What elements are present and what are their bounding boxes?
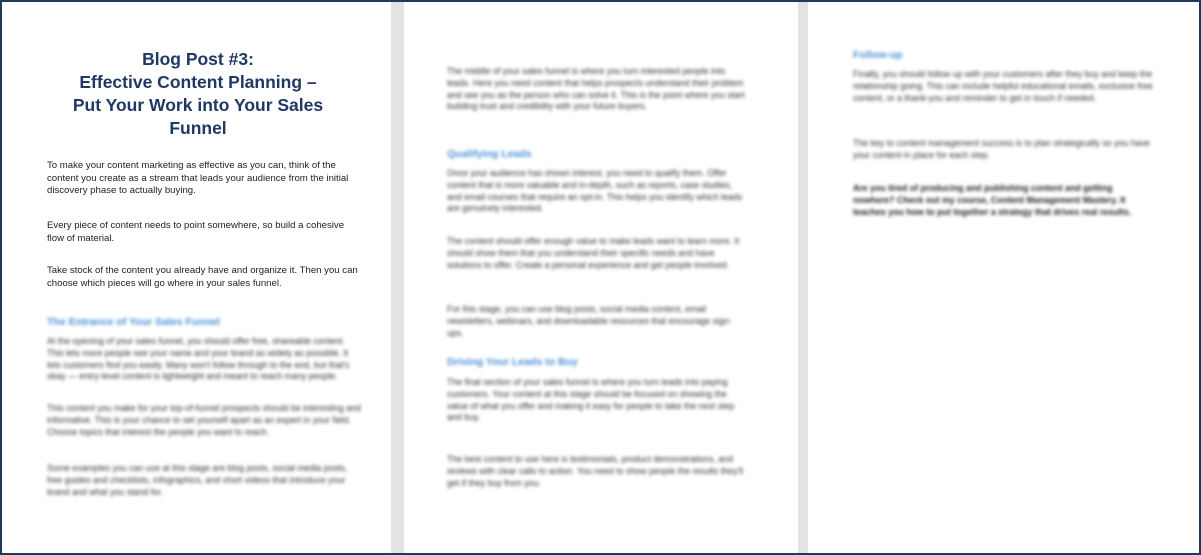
title-line: Put Your Work into Your Sales xyxy=(72,95,324,115)
section-heading: The Entrance of Your Sales Funnel xyxy=(47,316,220,328)
page-1 xyxy=(2,2,391,553)
page-gutter xyxy=(391,2,404,553)
paragraph-call-to-action: Are you tired of producing and publishing content and getting nowhere? Check out my course, Content Management Mastery. It teaches you how to put together a strategy that drives real results. xyxy=(853,183,1132,217)
page-2 xyxy=(404,2,798,553)
page-gutter xyxy=(798,2,808,553)
section-heading: Driving Your Leads to Buy xyxy=(447,356,578,368)
title-line: Blog Post #3: xyxy=(142,49,254,69)
paragraph: Some examples you can use at this stage are blog posts, social media posts, free guides and checklists, infographics, and short videos that introduce your brand and what you stand for. xyxy=(47,463,348,497)
paragraph: The content should offer enough value to make leads want to learn more. It should show them that you understand their specific needs and have solutions to offer. Create a personal experience and get people involved. xyxy=(447,236,740,270)
paragraph-cohesive-flow: Every piece of content needs to point somewhere, so build a cohesive flow of material. xyxy=(47,220,345,244)
paragraph: For this stage, you can use blog posts, social media content, email newsletters, webinars, and downloadable resources that encourage sign-ups. xyxy=(447,304,732,338)
paragraph: The middle of your sales funnel is where you turn interested people into leads. Here you need content that helps prospects understand their problem and see you as the person who can solve it. This is the point where you start building trust and credibility with your future buyers. xyxy=(447,66,745,112)
paragraph: The final section of your sales funnel is where you turn leads into paying customers. Your content at this stage should be focused on showing the value of what you offer and making it easy for people to take the next step and buy. xyxy=(447,377,735,423)
paragraph-intro: To make your content marketing as effective as you can, think of the content you create as a stream that leads your audience from the initial discovery phase to actually buying. xyxy=(47,160,349,196)
document-title xyxy=(24,48,372,140)
section-heading: Qualifying Leads xyxy=(447,148,532,160)
paragraph: This content you make for your top-of-funnel prospects should be interesting and informative. This is your chance to set yourself apart as an expert in your field. Choose topics that interest the people you want to reach. xyxy=(47,403,361,437)
section-heading: Follow-up xyxy=(853,49,903,61)
paragraph: The key to content management success is to plan strategically so you have your content in place for each step. xyxy=(853,138,1150,160)
paragraph: At the opening of your sales funnel, you should offer free, shareable content. This lets more people see your name and your brand as widely as possible. It lets customers find you easily. Many won't follow through to the end, but that's okay — entry-level content is lightweight and meant to reach many people. xyxy=(47,336,350,382)
page-3 xyxy=(808,2,1199,553)
paragraph: Finally, you should follow up with your customers after they buy and keep the relationship going. This can include helpful educational emails, exclusive free content, or a thank-you and reminder to get in touch if needed. xyxy=(853,69,1153,103)
title-line: Effective Content Planning – xyxy=(79,72,317,92)
paragraph: The best content to use here is testimonials, product demonstrations, and reviews with clear calls to action. You need to show people the results they'll get if they buy from you. xyxy=(447,454,744,488)
title-line: Funnel xyxy=(169,118,227,138)
paragraph: Once your audience has shown interest, you need to qualify them. Offer content that is more valuable and in-depth, such as reports, case studies, and email courses that require an opt-in. This helps you identify which leads are genuinely interested. xyxy=(447,168,743,214)
paragraph-take-stock: Take stock of the content you already have and organize it. Then you can choose which pieces will go where in your sales funnel. xyxy=(47,265,358,289)
